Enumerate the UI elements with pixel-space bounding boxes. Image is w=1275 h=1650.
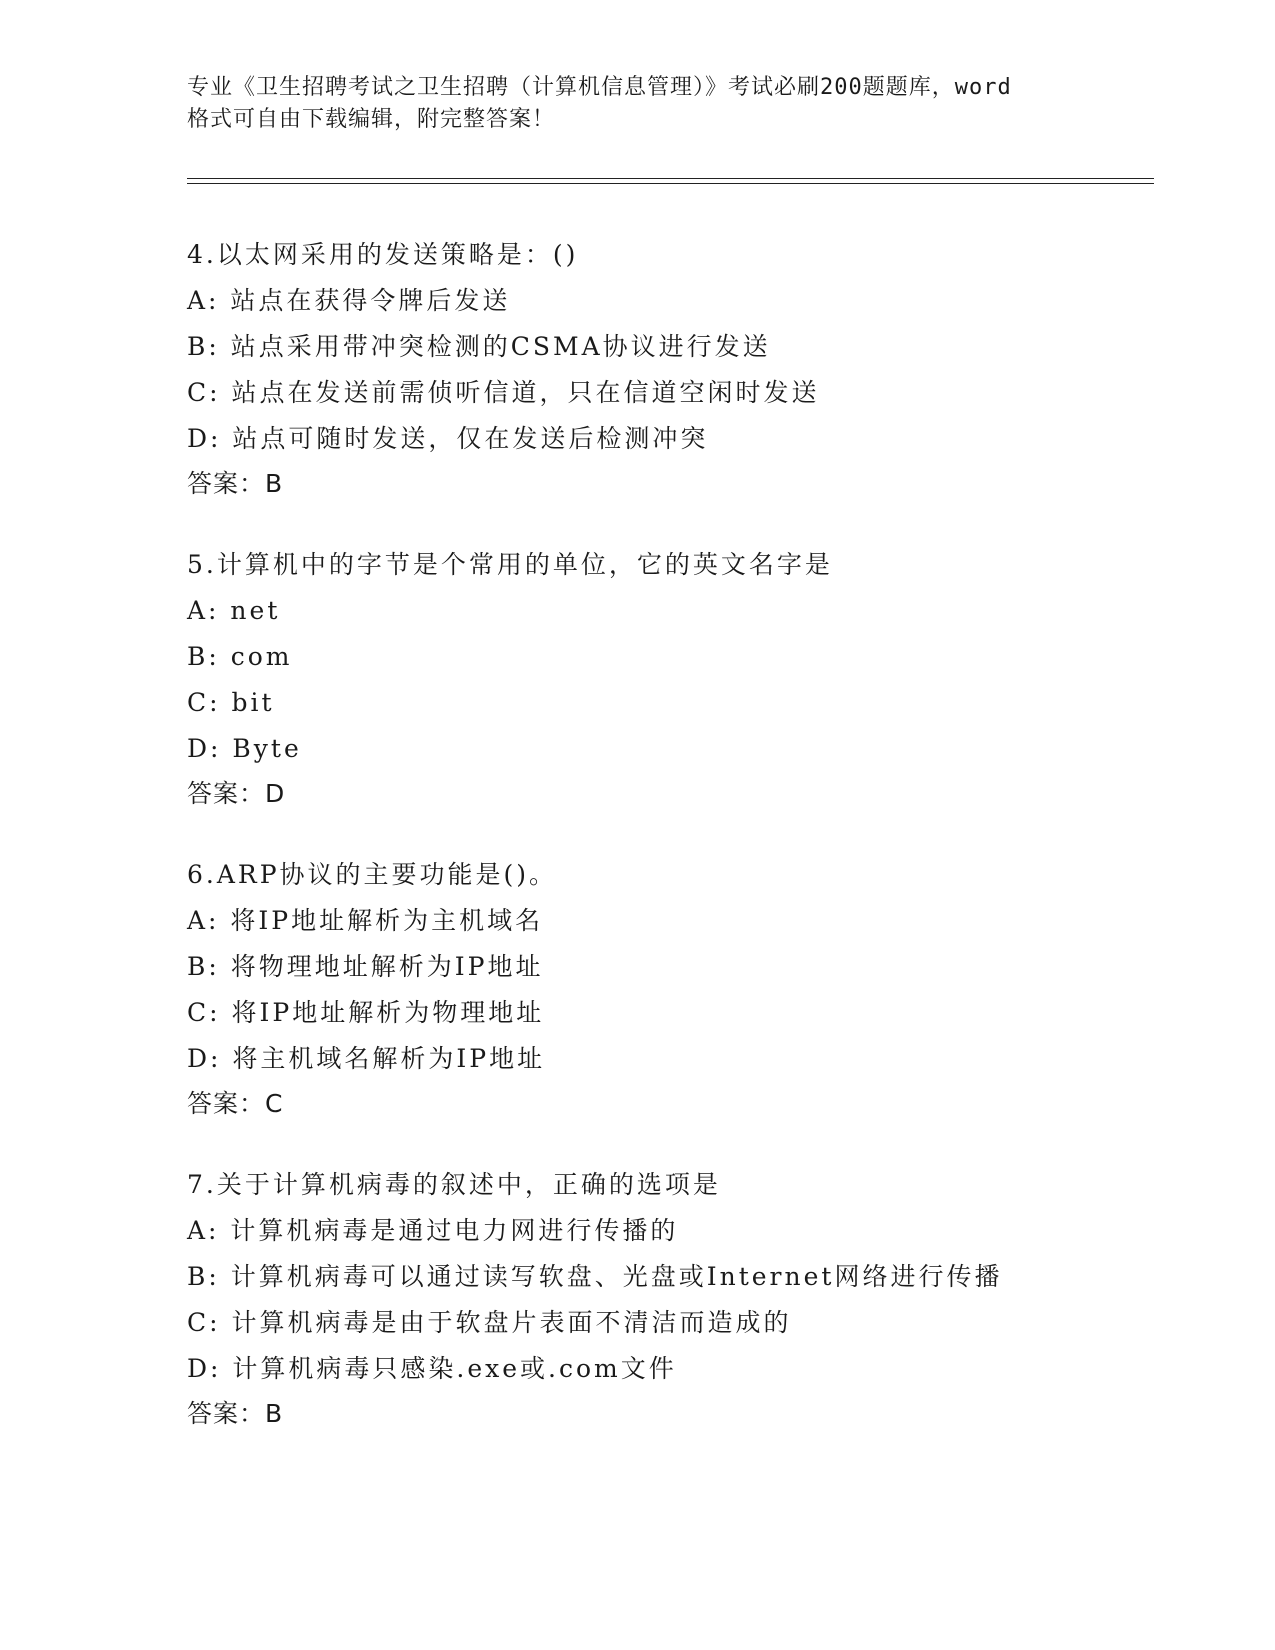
question-stem: 6.ARP协议的主要功能是()。 [187,860,558,889]
answer-line: 答案：C [187,1089,284,1118]
option-b: B: 计算机病毒可以通过读写软盘、光盘或Internet网络进行传播 [187,1262,1003,1291]
option-c: C: bit [187,688,275,717]
option-a: A: 站点在获得令牌后发送 [187,286,511,315]
question-stem: 4.以太网采用的发送策略是：() [187,240,579,269]
option-a: A: 计算机病毒是通过电力网进行传播的 [187,1216,679,1245]
document-header [187,72,1087,136]
answer-line: 答案：B [187,1399,284,1428]
option-b: B: 站点采用带冲突检测的CSMA协议进行发送 [187,332,771,361]
header-line-1: 专业《卫生招聘考试之卫生招聘（计算机信息管理）》考试必刷200题题库，word [187,75,1012,100]
question-4 [187,232,1187,506]
option-d: D: Byte [187,734,302,763]
question-list [187,232,1187,1436]
question-5 [187,542,1187,816]
answer-line: 答案：B [187,469,284,498]
answer-line: 答案：D [187,779,286,808]
option-a: A: 将IP地址解析为主机域名 [187,906,544,935]
option-d: D: 站点可随时发送，仅在发送后检测冲突 [187,424,709,453]
question-7 [187,1162,1187,1436]
option-b: B: com [187,642,293,671]
option-d: D: 将主机域名解析为IP地址 [187,1044,546,1073]
option-b: B: 将物理地址解析为IP地址 [187,952,544,981]
option-c: C: 将IP地址解析为物理地址 [187,998,545,1027]
option-d: D: 计算机病毒只感染.exe或.com文件 [187,1354,677,1383]
option-c: C: 站点在发送前需侦听信道，只在信道空闲时发送 [187,378,820,407]
option-c: C: 计算机病毒是由于软盘片表面不清洁而造成的 [187,1308,792,1337]
question-stem: 7.关于计算机病毒的叙述中，正确的选项是 [187,1170,721,1199]
question-stem: 5.计算机中的字节是个常用的单位，它的英文名字是 [187,550,833,579]
question-6 [187,852,1187,1126]
header-line-2: 格式可自由下载编辑，附完整答案！ [187,107,556,132]
header-double-rule [187,178,1154,184]
option-a: A: net [187,596,281,625]
